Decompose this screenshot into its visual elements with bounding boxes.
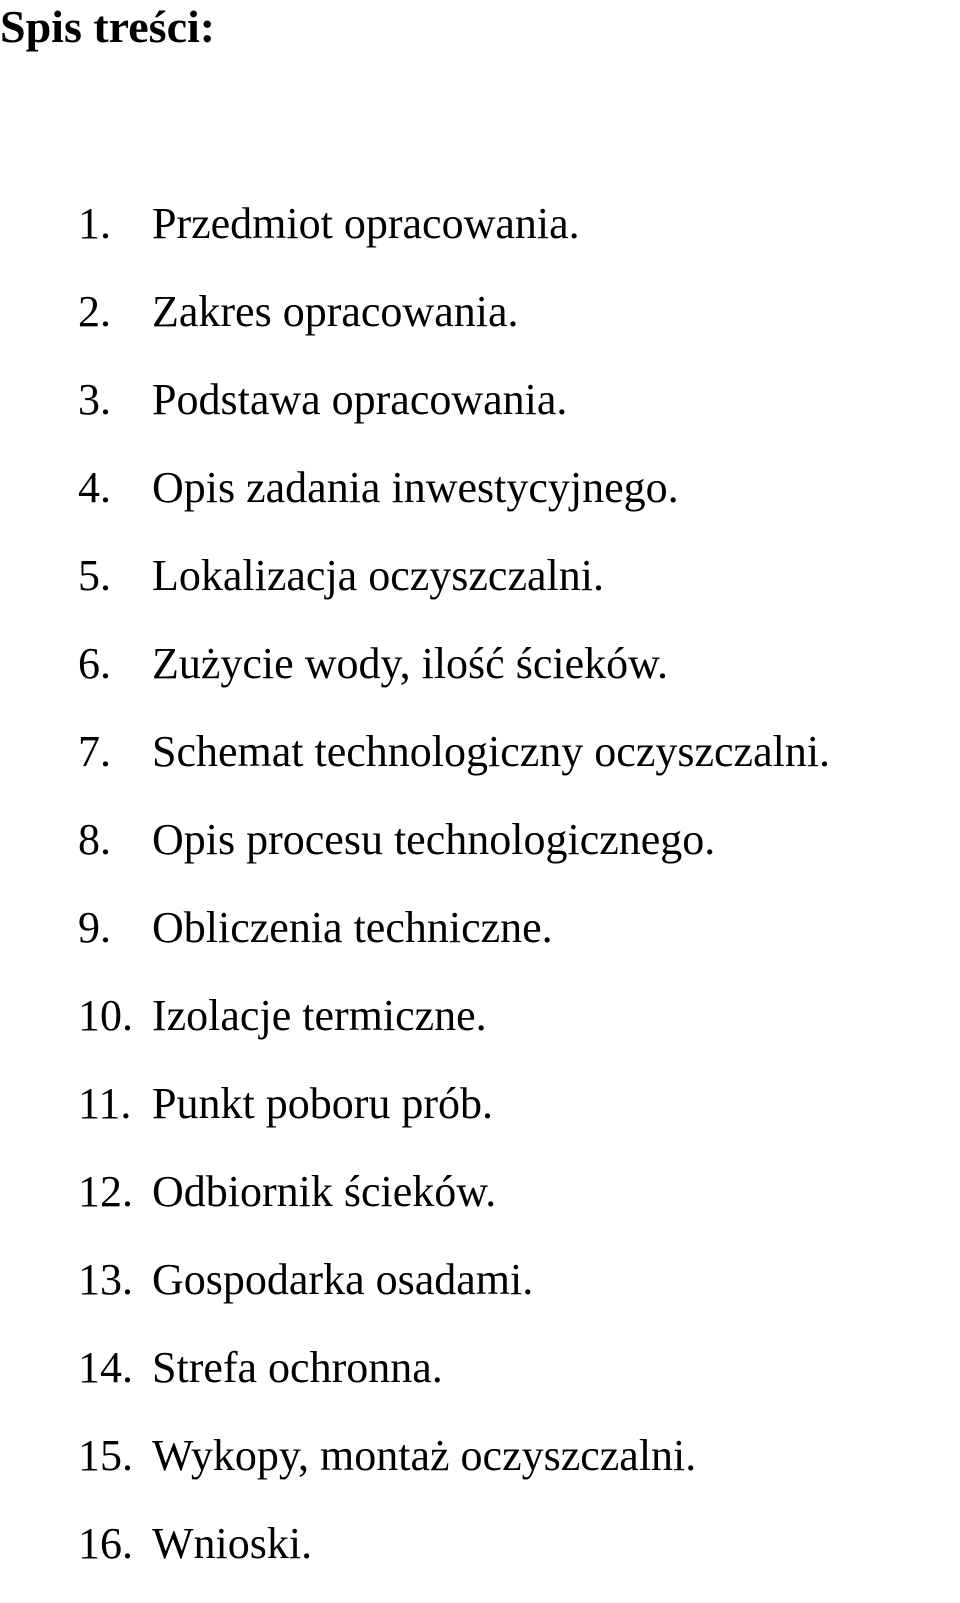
item-text: Gospodarka osadami. bbox=[152, 1255, 534, 1304]
item-text: Opis procesu technologicznego. bbox=[152, 815, 716, 864]
item-number: 16. bbox=[78, 1519, 133, 1568]
list-item bbox=[78, 986, 830, 1074]
item-text: Strefa ochronna. bbox=[152, 1343, 443, 1392]
list-item bbox=[78, 722, 830, 810]
item-text: Obliczenia techniczne. bbox=[152, 903, 553, 952]
list-item bbox=[78, 1162, 830, 1250]
item-number: 2. bbox=[78, 287, 111, 336]
item-text: Zużycie wody, ilość ścieków. bbox=[152, 639, 669, 688]
item-number: 14. bbox=[78, 1343, 133, 1392]
item-text: Opis zadania inwestycyjnego. bbox=[152, 463, 679, 512]
list-item bbox=[78, 1514, 830, 1602]
item-number: 5. bbox=[78, 551, 111, 600]
toc-list bbox=[78, 194, 830, 1602]
item-number: 7. bbox=[78, 727, 111, 776]
item-number: 8. bbox=[78, 815, 111, 864]
list-item bbox=[78, 1074, 830, 1162]
item-number: 9. bbox=[78, 903, 111, 952]
item-number: 4. bbox=[78, 463, 111, 512]
list-item bbox=[78, 370, 830, 458]
item-text: Odbiornik ścieków. bbox=[152, 1167, 497, 1216]
item-text: Wnioski. bbox=[152, 1519, 313, 1568]
item-number: 15. bbox=[78, 1431, 133, 1480]
list-item bbox=[78, 810, 830, 898]
item-text: Wykopy, montaż oczyszczalni. bbox=[152, 1431, 697, 1480]
item-number: 3. bbox=[78, 375, 111, 424]
list-item bbox=[78, 458, 830, 546]
list-item bbox=[78, 1426, 830, 1514]
item-text: Schemat technologiczny oczyszczalni. bbox=[152, 727, 831, 776]
list-item bbox=[78, 1338, 830, 1426]
page-title: Spis treści: bbox=[0, 1, 216, 52]
item-number: 1. bbox=[78, 199, 111, 248]
item-number: 6. bbox=[78, 639, 111, 688]
list-item bbox=[78, 1250, 830, 1338]
list-item bbox=[78, 546, 830, 634]
item-text: Izolacje termiczne. bbox=[152, 991, 487, 1040]
item-text: Podstawa opracowania. bbox=[152, 375, 568, 424]
item-text: Przedmiot opracowania. bbox=[152, 199, 580, 248]
list-item bbox=[78, 634, 830, 722]
item-number: 13. bbox=[78, 1255, 133, 1304]
list-item bbox=[78, 282, 830, 370]
list-item bbox=[78, 194, 830, 282]
item-number: 10. bbox=[78, 991, 133, 1040]
item-number: 12. bbox=[78, 1167, 133, 1216]
list-item bbox=[78, 898, 830, 986]
item-text: Lokalizacja oczyszczalni. bbox=[152, 551, 604, 600]
item-text: Zakres opracowania. bbox=[152, 287, 519, 336]
item-text: Punkt poboru prób. bbox=[152, 1079, 493, 1128]
item-number: 11. bbox=[78, 1079, 132, 1128]
